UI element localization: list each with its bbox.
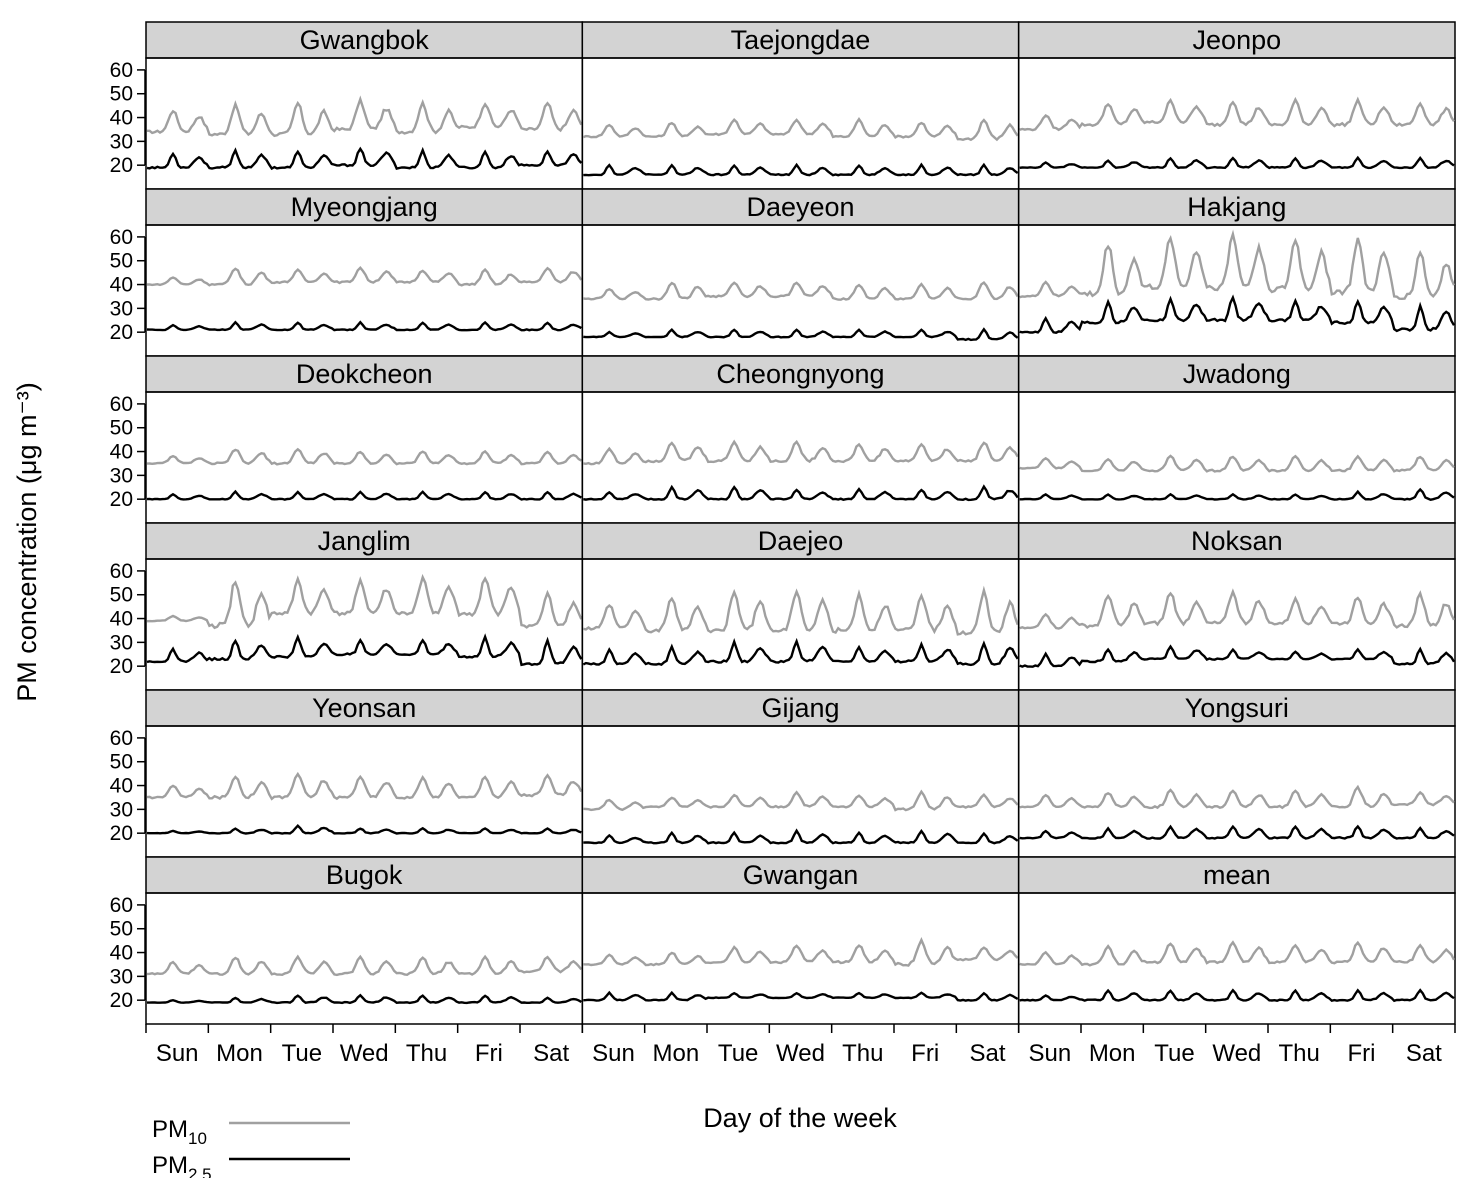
series-line-pm25	[147, 492, 581, 500]
panel-title: Gwangan	[742, 860, 859, 890]
panel-frame	[146, 225, 582, 356]
series-line-pm25	[583, 831, 1017, 844]
x-axis-title: Day of the week	[703, 1103, 897, 1133]
panel-frame	[1019, 58, 1455, 189]
series-line-pm25	[583, 487, 1017, 500]
panel-yeonsan	[146, 690, 582, 857]
y-tick-label: 40	[109, 106, 133, 130]
panel-title: Jeonpo	[1192, 25, 1282, 55]
panel-frame	[146, 893, 582, 1024]
series-line-pm25	[147, 322, 581, 330]
panel-title: Deokcheon	[295, 359, 433, 389]
legend-entry	[152, 1116, 350, 1148]
x-axes-group	[146, 1024, 1455, 1067]
x-tick-label: Mon	[216, 1040, 263, 1067]
series-line-pm10	[1020, 942, 1454, 965]
legend-entry	[152, 1152, 350, 1178]
series-line-pm25	[583, 329, 1017, 340]
panel-title: Taejongdae	[730, 25, 871, 55]
y-tick-label: 30	[109, 631, 133, 655]
y-tick-label: 60	[109, 392, 133, 416]
panel-daejeo	[582, 523, 1018, 690]
panel-title: Cheongnyong	[716, 359, 885, 389]
series-line-pm10	[583, 792, 1017, 810]
series-line-pm10	[147, 774, 581, 799]
series-line-pm25	[583, 993, 1017, 1001]
panel-title: Gwangbok	[299, 25, 429, 55]
y-axes-group	[110, 59, 145, 1012]
x-tick-label: Thu	[842, 1040, 884, 1067]
x-tick-label: Sat	[1405, 1040, 1442, 1067]
y-tick-label: 40	[109, 440, 133, 464]
series-line-pm25	[147, 149, 581, 169]
series-line-pm25	[147, 826, 581, 834]
series-line-pm10	[1020, 456, 1454, 472]
x-tick-label: Sun	[592, 1040, 635, 1067]
y-tick-label: 20	[109, 655, 133, 679]
x-tick-label: Wed	[339, 1040, 389, 1067]
panel-frame	[1019, 893, 1455, 1024]
panel-gwangan	[582, 857, 1018, 1024]
panel-frame	[582, 559, 1018, 690]
x-tick-label: Wed	[1212, 1040, 1262, 1067]
panel-myeongjang	[146, 189, 582, 356]
x-tick-label: Fri	[474, 1040, 503, 1067]
x-tick-label: Mon	[652, 1040, 700, 1067]
y-tick-label: 50	[109, 583, 133, 607]
y-tick-label: 40	[109, 273, 133, 297]
panel-taejongdae	[582, 22, 1018, 189]
series-line-pm10	[583, 590, 1017, 634]
y-tick-label: 40	[109, 774, 133, 798]
y-tick-label: 30	[109, 464, 133, 488]
panel-noksan	[1019, 523, 1455, 690]
series-line-pm25	[1020, 490, 1454, 500]
y-tick-label: 60	[109, 726, 133, 750]
panel-title: Bugok	[325, 860, 403, 890]
y-tick-label: 20	[109, 488, 133, 512]
y-tick-label: 50	[109, 249, 133, 273]
x-tick-label: Mon	[1088, 1040, 1136, 1067]
panel-frame	[1019, 392, 1455, 523]
series-line-pm25	[1020, 298, 1454, 333]
series-line-pm10	[147, 449, 581, 464]
x-tick-label: Sat	[533, 1040, 570, 1067]
y-tick-label: 50	[109, 82, 133, 106]
y-tick-label: 30	[109, 798, 133, 822]
series-line-pm10	[1020, 787, 1454, 808]
panel-gwangbok	[146, 22, 582, 189]
panel-yongsuri	[1019, 690, 1455, 857]
panel-title: Noksan	[1191, 526, 1283, 556]
x-tick-label: Tue	[1154, 1040, 1195, 1067]
panel-title: Daeyeon	[746, 192, 855, 222]
y-tick-label: 20	[109, 822, 133, 846]
panel-jeonpo	[1019, 22, 1455, 189]
y-tick-label: 60	[109, 893, 133, 917]
panel-title: Gijang	[761, 693, 840, 723]
y-tick-label: 20	[109, 989, 133, 1013]
panel-jwadong	[1019, 356, 1455, 523]
x-tick-label: Tue	[717, 1040, 759, 1067]
x-tick-label: Thu	[405, 1040, 448, 1067]
y-tick-label: 30	[109, 297, 133, 321]
panel-deokcheon	[146, 356, 582, 523]
y-tick-label: 20	[109, 321, 133, 345]
x-tick-label: Wed	[776, 1040, 825, 1067]
y-tick-label: 60	[109, 58, 133, 82]
panel-bugok	[146, 857, 582, 1024]
panel-daeyeon	[582, 189, 1018, 356]
series-line-pm25	[1020, 827, 1454, 839]
legend	[152, 1116, 350, 1178]
x-tick-label: Tue	[281, 1040, 323, 1067]
panel-title: Daejeo	[757, 526, 844, 556]
panel-title: Yongsuri	[1184, 693, 1289, 723]
y-tick-label: 30	[109, 965, 133, 989]
series-line-pm10	[583, 119, 1017, 140]
panel-gijang	[582, 690, 1018, 857]
panel-title: Yeonsan	[312, 693, 417, 723]
series-line-pm10	[147, 268, 581, 286]
panel-title: Janglim	[317, 526, 411, 556]
x-tick-label: Sun	[155, 1040, 199, 1067]
panel-janglim	[146, 523, 582, 690]
panel-frame	[582, 893, 1018, 1024]
y-tick-label: 50	[109, 750, 133, 774]
y-tick-label: 40	[109, 607, 133, 631]
legend-label: $PM_{10}$	[152, 1116, 207, 1148]
series-line-pm25	[583, 641, 1017, 665]
panel-title: mean	[1203, 860, 1271, 890]
x-tick-label: Sat	[969, 1040, 1006, 1067]
y-tick-label: 40	[109, 941, 133, 965]
x-tick-label: Fri	[911, 1040, 940, 1067]
series-line-pm10	[147, 577, 581, 628]
x-tick-label: Fri	[1347, 1040, 1376, 1067]
series-line-pm10	[147, 957, 581, 975]
panel-title: Hakjang	[1187, 192, 1287, 222]
y-tick-label: 30	[109, 130, 133, 154]
series-line-pm25	[1020, 158, 1454, 168]
y-tick-label: 60	[109, 225, 133, 249]
series-line-pm10	[583, 442, 1017, 464]
series-line-pm25	[583, 165, 1017, 176]
series-line-pm25	[1020, 647, 1454, 667]
panel-hakjang	[1019, 189, 1455, 356]
panel-title: Myeongjang	[290, 192, 438, 222]
y-tick-label: 20	[109, 154, 133, 178]
y-tick-label: 50	[109, 917, 133, 941]
series-line-pm10	[583, 940, 1017, 966]
series-line-pm10	[1020, 592, 1454, 629]
panel-mean	[1019, 857, 1455, 1024]
panel-frame	[1019, 225, 1455, 356]
series-line-pm10	[1020, 100, 1454, 131]
y-tick-label: 60	[109, 559, 133, 583]
panels-group	[146, 22, 1455, 1024]
series-line-pm10	[147, 99, 581, 136]
panel-title: Jwadong	[1182, 359, 1291, 389]
x-tick-label: Thu	[1278, 1040, 1320, 1067]
series-line-pm10	[583, 283, 1017, 300]
y-tick-label: 50	[109, 416, 133, 440]
series-line-pm25	[147, 995, 581, 1003]
panel-cheongnyong	[582, 356, 1018, 523]
x-tick-label: Sun	[1028, 1040, 1072, 1067]
series-line-pm10	[1020, 234, 1454, 299]
series-line-pm25	[147, 637, 581, 665]
y-axis-title: PM concentration (μg m⁻³)	[12, 382, 42, 702]
series-line-pm25	[1020, 990, 1454, 1001]
legend-label: $PM_{2.5}$	[152, 1152, 212, 1178]
